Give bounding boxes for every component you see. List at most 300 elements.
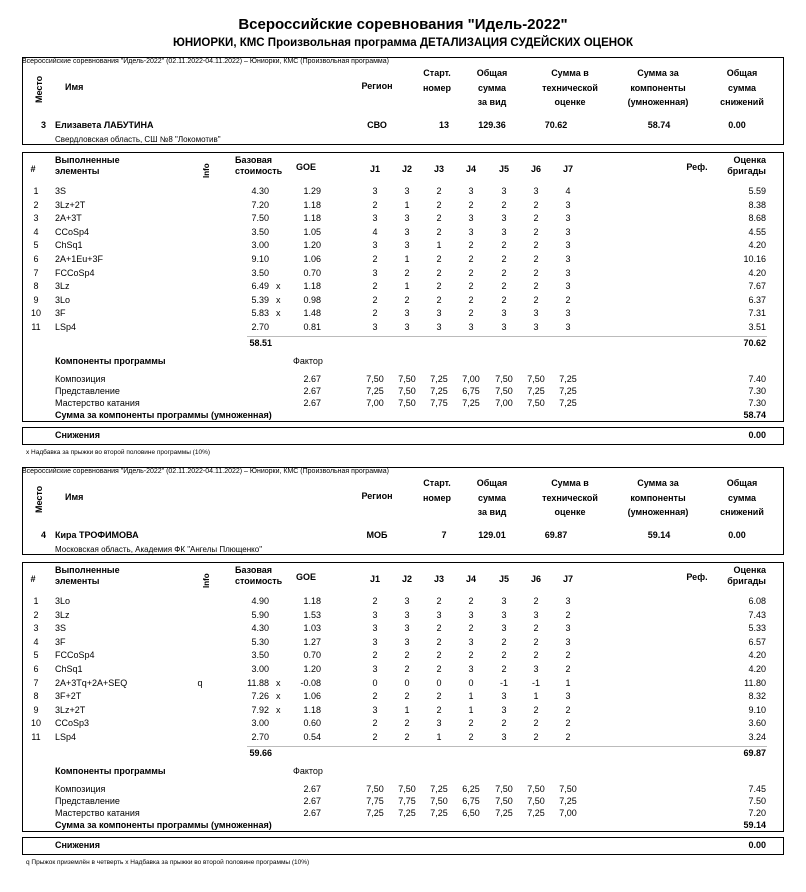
element-judge-score: 2	[436, 664, 442, 674]
element-judge-score: 2	[565, 718, 571, 729]
element-judge-score: 2	[468, 254, 474, 264]
component-judge-score: 7,00	[559, 807, 577, 818]
info-header: Info	[202, 163, 211, 178]
element-base-value: 3.50	[251, 226, 269, 237]
component-judge-score: 7,50	[527, 397, 545, 408]
component-judge-score: 7,50	[398, 397, 416, 408]
skater-tes: 70.62	[544, 120, 568, 130]
element-goe: 1.27	[303, 636, 321, 647]
deductions-header: снижений	[720, 97, 764, 107]
component-judge-score: 7,50	[398, 783, 416, 794]
skater-rank: 3	[41, 120, 47, 130]
element-judge-score: 2	[565, 732, 571, 742]
element-judge-score: 3	[565, 596, 571, 606]
element-judge-score: 3	[436, 609, 442, 620]
element-judge-score: 2	[436, 650, 442, 661]
element-judge-score: 2	[436, 596, 442, 606]
element-judge-score: 2	[468, 240, 474, 251]
num-header: #	[30, 164, 36, 174]
judge-header-3: J3	[433, 164, 444, 174]
element-number: 10	[30, 718, 41, 729]
element-judge-score: 1	[565, 677, 571, 688]
element-judge-score: 2	[468, 267, 474, 278]
place-header: Место	[34, 485, 44, 513]
judge-header-1: J1	[369, 574, 380, 584]
element-judge-score: 2	[436, 213, 442, 224]
element-judge-score: 2	[565, 704, 571, 715]
element-judge-score: 2	[468, 308, 474, 319]
deductions-value: 0.00	[748, 430, 766, 440]
element-panel-score: 10.16	[743, 254, 766, 264]
element-judge-score: 3	[404, 609, 410, 620]
component-judge-score: 7,25	[398, 807, 416, 818]
element-code: 3Lz	[55, 281, 70, 292]
component-judge-score: 7,50	[398, 373, 416, 384]
element-judge-score: 3	[436, 322, 442, 332]
element-base-value: 3.50	[251, 650, 269, 661]
tes-header: Сумма в	[551, 68, 589, 78]
element-number: 11	[31, 322, 41, 332]
element-judge-score: 3	[468, 636, 474, 647]
judge-header-7: J7	[562, 164, 573, 174]
element-judge-score: 2	[372, 308, 378, 319]
element-code: ChSq1	[55, 240, 83, 251]
component-judge-score: 7,50	[527, 783, 545, 794]
element-bonus-mark: x	[276, 691, 281, 702]
element-judge-score: 3	[501, 226, 507, 237]
skater-tes: 69.87	[544, 530, 568, 540]
judge-header-5: J5	[498, 164, 509, 174]
component-judge-score: 7,25	[527, 385, 545, 396]
element-bonus-mark: x	[276, 704, 281, 715]
name-header: Имя	[65, 492, 84, 502]
judge-header-4: J4	[465, 574, 476, 584]
element-base-value: 4.90	[251, 596, 269, 606]
element-goe: 1.06	[303, 691, 321, 702]
component-judge-score: 7,25	[559, 373, 577, 384]
element-panel-score: 7.31	[748, 308, 766, 319]
pcs-sum-value: 59.14	[743, 819, 766, 830]
element-judge-score: 2	[468, 650, 474, 661]
element-judge-score: 3	[501, 609, 507, 620]
deductions-value: 0.00	[748, 840, 766, 850]
element-panel-score: 6.57	[748, 636, 766, 647]
element-judge-score: 3	[565, 322, 571, 332]
ref-header: Реф.	[686, 162, 708, 172]
element-judge-score: 3	[501, 691, 507, 702]
skater-region: СВО	[367, 120, 387, 130]
deductions-header: сумма	[727, 82, 757, 93]
info-header: Info	[202, 573, 211, 588]
deductions-header: сумма	[727, 492, 757, 503]
pcs-sum-label: Сумма за компоненты программы (умноженная)	[55, 819, 272, 830]
start-number-header: Старт.	[423, 68, 451, 78]
element-judge-score: -1	[531, 677, 540, 688]
component-judge-score: 7,25	[430, 807, 448, 818]
element-judge-score: 3	[565, 636, 571, 647]
tes-header: оценке	[554, 97, 586, 107]
deductions-header: Общая	[726, 68, 758, 78]
element-judge-score: 2	[436, 254, 442, 264]
element-judge-score: 2	[468, 596, 474, 606]
skater-deductions: 0.00	[728, 120, 746, 130]
element-number: 3	[33, 213, 39, 224]
element-number: 3	[33, 623, 39, 634]
component-judge-score: 7,25	[527, 807, 545, 818]
element-judge-score: 2	[533, 704, 539, 715]
element-judge-score: 3	[468, 664, 474, 674]
element-judge-score: 3	[372, 609, 378, 620]
element-judge-score: 1	[468, 691, 474, 702]
element-base-value: 5.90	[251, 609, 269, 620]
element-judge-score: 3	[501, 322, 507, 332]
element-judge-score: 2	[533, 254, 539, 264]
skater-start-number: 13	[438, 120, 449, 130]
component-judge-score: 7,25	[430, 783, 448, 794]
element-info: q	[197, 677, 203, 688]
element-goe: 1.18	[303, 704, 321, 715]
element-judge-score: 3	[372, 704, 378, 715]
element-judge-score: 4	[372, 226, 378, 237]
deductions-label: Снижения	[55, 840, 100, 850]
element-base-value: 6.49	[251, 281, 269, 292]
component-judge-score: 7,25	[366, 385, 384, 396]
component-factor: 2.67	[303, 783, 321, 794]
total-score-header: за вид	[477, 97, 507, 107]
element-number: 4	[33, 636, 39, 647]
element-judge-score: 2	[533, 226, 539, 237]
element-code: 2A+3Tq+2A+SEQ	[55, 677, 128, 688]
pcs-sum-value: 58.74	[743, 409, 766, 420]
element-panel-score: 8.68	[748, 213, 766, 224]
component-judge-score: 7,50	[366, 783, 384, 794]
element-judge-score: 2	[372, 294, 378, 305]
element-judge-score: 2	[533, 623, 539, 634]
element-number: 7	[33, 267, 39, 278]
element-judge-score: 2	[501, 664, 507, 674]
component-judge-score: 7,25	[430, 373, 448, 384]
element-judge-score: 3	[565, 267, 571, 278]
deductions-header: снижений	[720, 507, 764, 517]
skater-club: Свердловская область, СШ №8 "Локомотив"	[55, 135, 221, 144]
component-judge-score: 7,25	[462, 397, 480, 408]
component-score: 7.30	[748, 385, 766, 396]
element-judge-score: 2	[468, 718, 474, 729]
element-judge-score: 3	[565, 213, 571, 224]
deductions-header: Общая	[726, 478, 758, 488]
element-judge-score: 3	[468, 186, 474, 196]
element-judge-score: 3	[372, 322, 378, 332]
element-judge-score: 2	[468, 281, 474, 292]
element-judge-score: 3	[533, 308, 539, 319]
element-judge-score: 3	[372, 186, 378, 196]
judge-header-3: J3	[433, 574, 444, 584]
element-judge-score: 3	[372, 664, 378, 674]
element-goe: 0.81	[303, 322, 321, 332]
element-bonus-mark: x	[276, 294, 281, 305]
base-value-header: стоимость	[235, 166, 283, 176]
element-judge-score: 3	[533, 664, 539, 674]
element-number: 1	[33, 596, 39, 606]
element-judge-score: 3	[404, 308, 410, 319]
element-judge-score: 3	[404, 322, 410, 332]
page-title: Всероссийские соревнования "Идель-2022"	[238, 16, 568, 33]
element-goe: 1.18	[303, 281, 321, 292]
element-judge-score: 2	[501, 199, 507, 210]
element-judge-score: 2	[501, 254, 507, 264]
place-header: Место	[34, 75, 44, 103]
component-judge-score: 7,00	[366, 397, 384, 408]
element-number: 2	[33, 609, 39, 620]
element-judge-score: 2	[436, 623, 442, 634]
component-score: 7.45	[748, 783, 766, 794]
footnote: x Надбавка за прыжки во второй половине программы (10%)	[26, 449, 211, 456]
element-judge-score: 1	[404, 254, 410, 264]
element-panel-score: 3.60	[748, 718, 766, 729]
element-number: 1	[33, 186, 39, 196]
element-judge-score: 1	[436, 732, 442, 742]
component-name: Представление	[55, 795, 120, 806]
skater-deductions: 0.00	[728, 530, 746, 540]
element-base-value: 7.50	[251, 213, 269, 224]
components-header: Компоненты программы	[55, 355, 166, 366]
component-judge-score: 6,25	[462, 783, 480, 794]
element-judge-score: 1	[404, 704, 410, 715]
element-judge-score: 3	[565, 226, 571, 237]
component-judge-score: 7,50	[495, 795, 513, 806]
element-judge-score: 2	[436, 226, 442, 237]
total-divider	[247, 746, 767, 747]
element-base-value: 2.70	[251, 322, 269, 332]
element-judge-score: 3	[468, 609, 474, 620]
element-judge-score: 3	[468, 322, 474, 332]
element-judge-score: 3	[436, 308, 442, 319]
element-code: 3F	[55, 636, 66, 647]
element-judge-score: 3	[565, 623, 571, 634]
total-score-header: Общая	[476, 478, 508, 488]
element-base-value: 7.26	[251, 691, 269, 702]
event-line: Всероссийские соревнования "Идель-2022" (02.11.2022-04.11.2022) – Юниорки, КМС (Произвольная программа)	[22, 58, 389, 65]
component-judge-score: 7,25	[559, 397, 577, 408]
element-goe: 0.98	[303, 294, 321, 305]
element-judge-score: 2	[533, 281, 539, 292]
element-judge-score: 3	[404, 186, 410, 196]
component-name: Мастерство катания	[55, 807, 140, 818]
skater-rank: 4	[41, 530, 47, 540]
element-judge-score: 2	[404, 718, 410, 729]
panel-score-header: бригады	[727, 166, 766, 176]
element-judge-score: 3	[501, 732, 507, 742]
element-judge-score: 2	[436, 704, 442, 715]
element-judge-score: 3	[372, 267, 378, 278]
element-code: LSp4	[55, 732, 77, 742]
element-panel-score: 9.10	[748, 704, 766, 715]
base-value-header: стоимость	[235, 576, 283, 586]
tes-header: оценке	[554, 507, 586, 517]
base-value-total: 58.51	[249, 337, 272, 348]
element-goe: -0.08	[300, 677, 321, 688]
element-goe: 1.03	[303, 623, 321, 634]
element-code: 3Lz+2T	[55, 704, 86, 715]
element-judge-score: 3	[565, 308, 571, 319]
element-goe: 0.70	[303, 650, 321, 661]
element-judge-score: 3	[468, 226, 474, 237]
pcs-header: Сумма за	[637, 478, 679, 488]
judge-header-6: J6	[530, 164, 541, 174]
elements-header: Выполненные	[55, 155, 120, 165]
start-number-header: номер	[423, 492, 451, 503]
start-number-header: номер	[423, 82, 451, 93]
component-factor: 2.67	[303, 795, 321, 806]
element-judge-score: 2	[404, 650, 410, 661]
element-judge-score: 2	[404, 732, 410, 742]
element-goe: 1.53	[303, 609, 321, 620]
element-judge-score: 2	[533, 596, 539, 606]
component-factor: 2.67	[303, 397, 321, 408]
component-judge-score: 7,25	[495, 807, 513, 818]
element-base-value: 3.50	[251, 267, 269, 278]
component-score: 7.50	[748, 795, 766, 806]
element-number: 9	[33, 294, 39, 305]
element-judge-score: 3	[468, 213, 474, 224]
skater-pcs: 58.74	[647, 120, 671, 130]
element-goe: 1.18	[303, 199, 321, 210]
page-subtitle: ЮНИОРКИ, КМС Произвольная программа ДЕТАЛИЗАЦИЯ СУДЕЙСКИХ ОЦЕНОК	[172, 37, 634, 49]
element-base-value: 5.39	[251, 294, 269, 305]
base-value-header: Базовая	[235, 565, 273, 575]
element-panel-score: 4.20	[748, 650, 766, 661]
elements-header: элементы	[55, 166, 100, 176]
footnote: q Прыжок приземлён в четверть x Надбавка за прыжки во второй половине программы (10%)	[26, 859, 310, 866]
element-panel-score: 5.33	[748, 623, 766, 634]
element-judge-score: 2	[436, 691, 442, 702]
component-judge-score: 6,50	[462, 807, 480, 818]
elements-header: Выполненные	[55, 565, 120, 575]
element-judge-score: 3	[501, 308, 507, 319]
element-judge-score: 3	[565, 199, 571, 210]
element-base-value: 9.10	[251, 254, 269, 264]
name-header: Имя	[65, 82, 84, 92]
element-code: ChSq1	[55, 664, 83, 674]
base-value-header: Базовая	[235, 155, 273, 165]
element-code: FCCoSp4	[55, 650, 95, 661]
component-name: Композиция	[55, 373, 106, 384]
element-bonus-mark: x	[276, 308, 281, 319]
element-base-value: 11.88	[247, 677, 269, 688]
element-code: 3S	[55, 623, 67, 634]
skater-name: Кира ТРОФИМОВА	[55, 530, 139, 540]
element-code: LSp4	[55, 322, 77, 332]
component-judge-score: 7,50	[527, 373, 545, 384]
pcs-sum-label: Сумма за компоненты программы (умноженная)	[55, 409, 272, 420]
element-judge-score: 3	[501, 213, 507, 224]
pcs-header: компоненты	[630, 82, 686, 93]
element-panel-score: 11.80	[744, 677, 766, 688]
element-judge-score: 2	[533, 636, 539, 647]
element-judge-score: 2	[436, 199, 442, 210]
element-number: 6	[33, 254, 39, 264]
tes-header: технической	[542, 492, 598, 503]
pcs-header: (умноженная)	[627, 507, 689, 517]
total-score-header: за вид	[477, 507, 507, 517]
element-judge-score: 0	[436, 677, 442, 688]
region-header: Регион	[361, 81, 393, 91]
element-judge-score: 2	[436, 294, 442, 305]
element-number: 5	[33, 240, 39, 251]
elements-header: элементы	[55, 576, 100, 586]
panel-score-header: бригады	[727, 576, 766, 586]
judge-header-2: J2	[401, 164, 412, 174]
total-score-header: Общая	[476, 68, 508, 78]
element-judge-score: 1	[404, 199, 410, 210]
element-code: 3Lz+2T	[55, 199, 86, 210]
element-panel-score: 4.20	[748, 664, 766, 674]
element-judge-score: 3	[501, 596, 507, 606]
element-goe: 1.06	[303, 254, 321, 264]
element-goe: 0.54	[303, 732, 321, 742]
element-judge-score: 2	[501, 240, 507, 251]
element-base-value: 7.20	[251, 199, 269, 210]
element-panel-score: 3.24	[748, 732, 766, 742]
element-judge-score: 3	[565, 240, 571, 251]
skater-total: 129.36	[478, 120, 506, 130]
element-code: CCoSp4	[55, 226, 90, 237]
element-judge-score: 3	[404, 226, 410, 237]
element-panel-score: 4.55	[748, 226, 766, 237]
element-number: 8	[33, 691, 39, 702]
judge-header-5: J5	[498, 574, 509, 584]
element-panel-score: 5.59	[748, 186, 766, 196]
element-base-value: 5.83	[251, 308, 269, 319]
deductions-label: Снижения	[55, 430, 100, 440]
element-judge-score: 2	[372, 718, 378, 729]
component-judge-score: 6,75	[462, 795, 480, 806]
element-base-value: 2.70	[251, 732, 269, 742]
element-judge-score: 4	[565, 186, 571, 196]
element-base-value: 4.30	[251, 623, 269, 634]
component-score: 7.40	[748, 373, 766, 384]
element-number: 10	[30, 308, 41, 319]
element-panel-score: 6.08	[748, 596, 766, 606]
element-judge-score: 1	[436, 240, 442, 251]
element-judge-score: 2	[533, 199, 539, 210]
element-judge-score: 1	[404, 281, 410, 292]
element-judge-score: 2	[533, 294, 539, 305]
pcs-header: (умноженная)	[627, 97, 689, 107]
element-base-value: 7.92	[251, 704, 269, 715]
element-judge-score: 0	[372, 677, 378, 688]
element-judge-score: 3	[501, 704, 507, 715]
element-judge-score: 2	[565, 664, 571, 674]
element-judge-score: 3	[533, 186, 539, 196]
component-judge-score: 7,25	[366, 807, 384, 818]
component-judge-score: 7,50	[366, 373, 384, 384]
element-code: 3F	[55, 308, 66, 319]
element-judge-score: 2	[565, 294, 571, 305]
element-number: 6	[33, 664, 39, 674]
component-name: Представление	[55, 385, 120, 396]
base-value-total: 59.66	[249, 747, 272, 758]
element-panel-score: 7.67	[748, 281, 766, 292]
element-panel-score: 3.51	[748, 322, 766, 332]
element-number: 2	[33, 199, 39, 210]
element-goe: 1.20	[303, 240, 321, 251]
element-judge-score: 2	[404, 267, 410, 278]
element-judge-score: 2	[565, 650, 571, 661]
element-judge-score: 2	[501, 636, 507, 647]
element-panel-score: 7.43	[748, 609, 766, 620]
component-factor: 2.67	[303, 385, 321, 396]
